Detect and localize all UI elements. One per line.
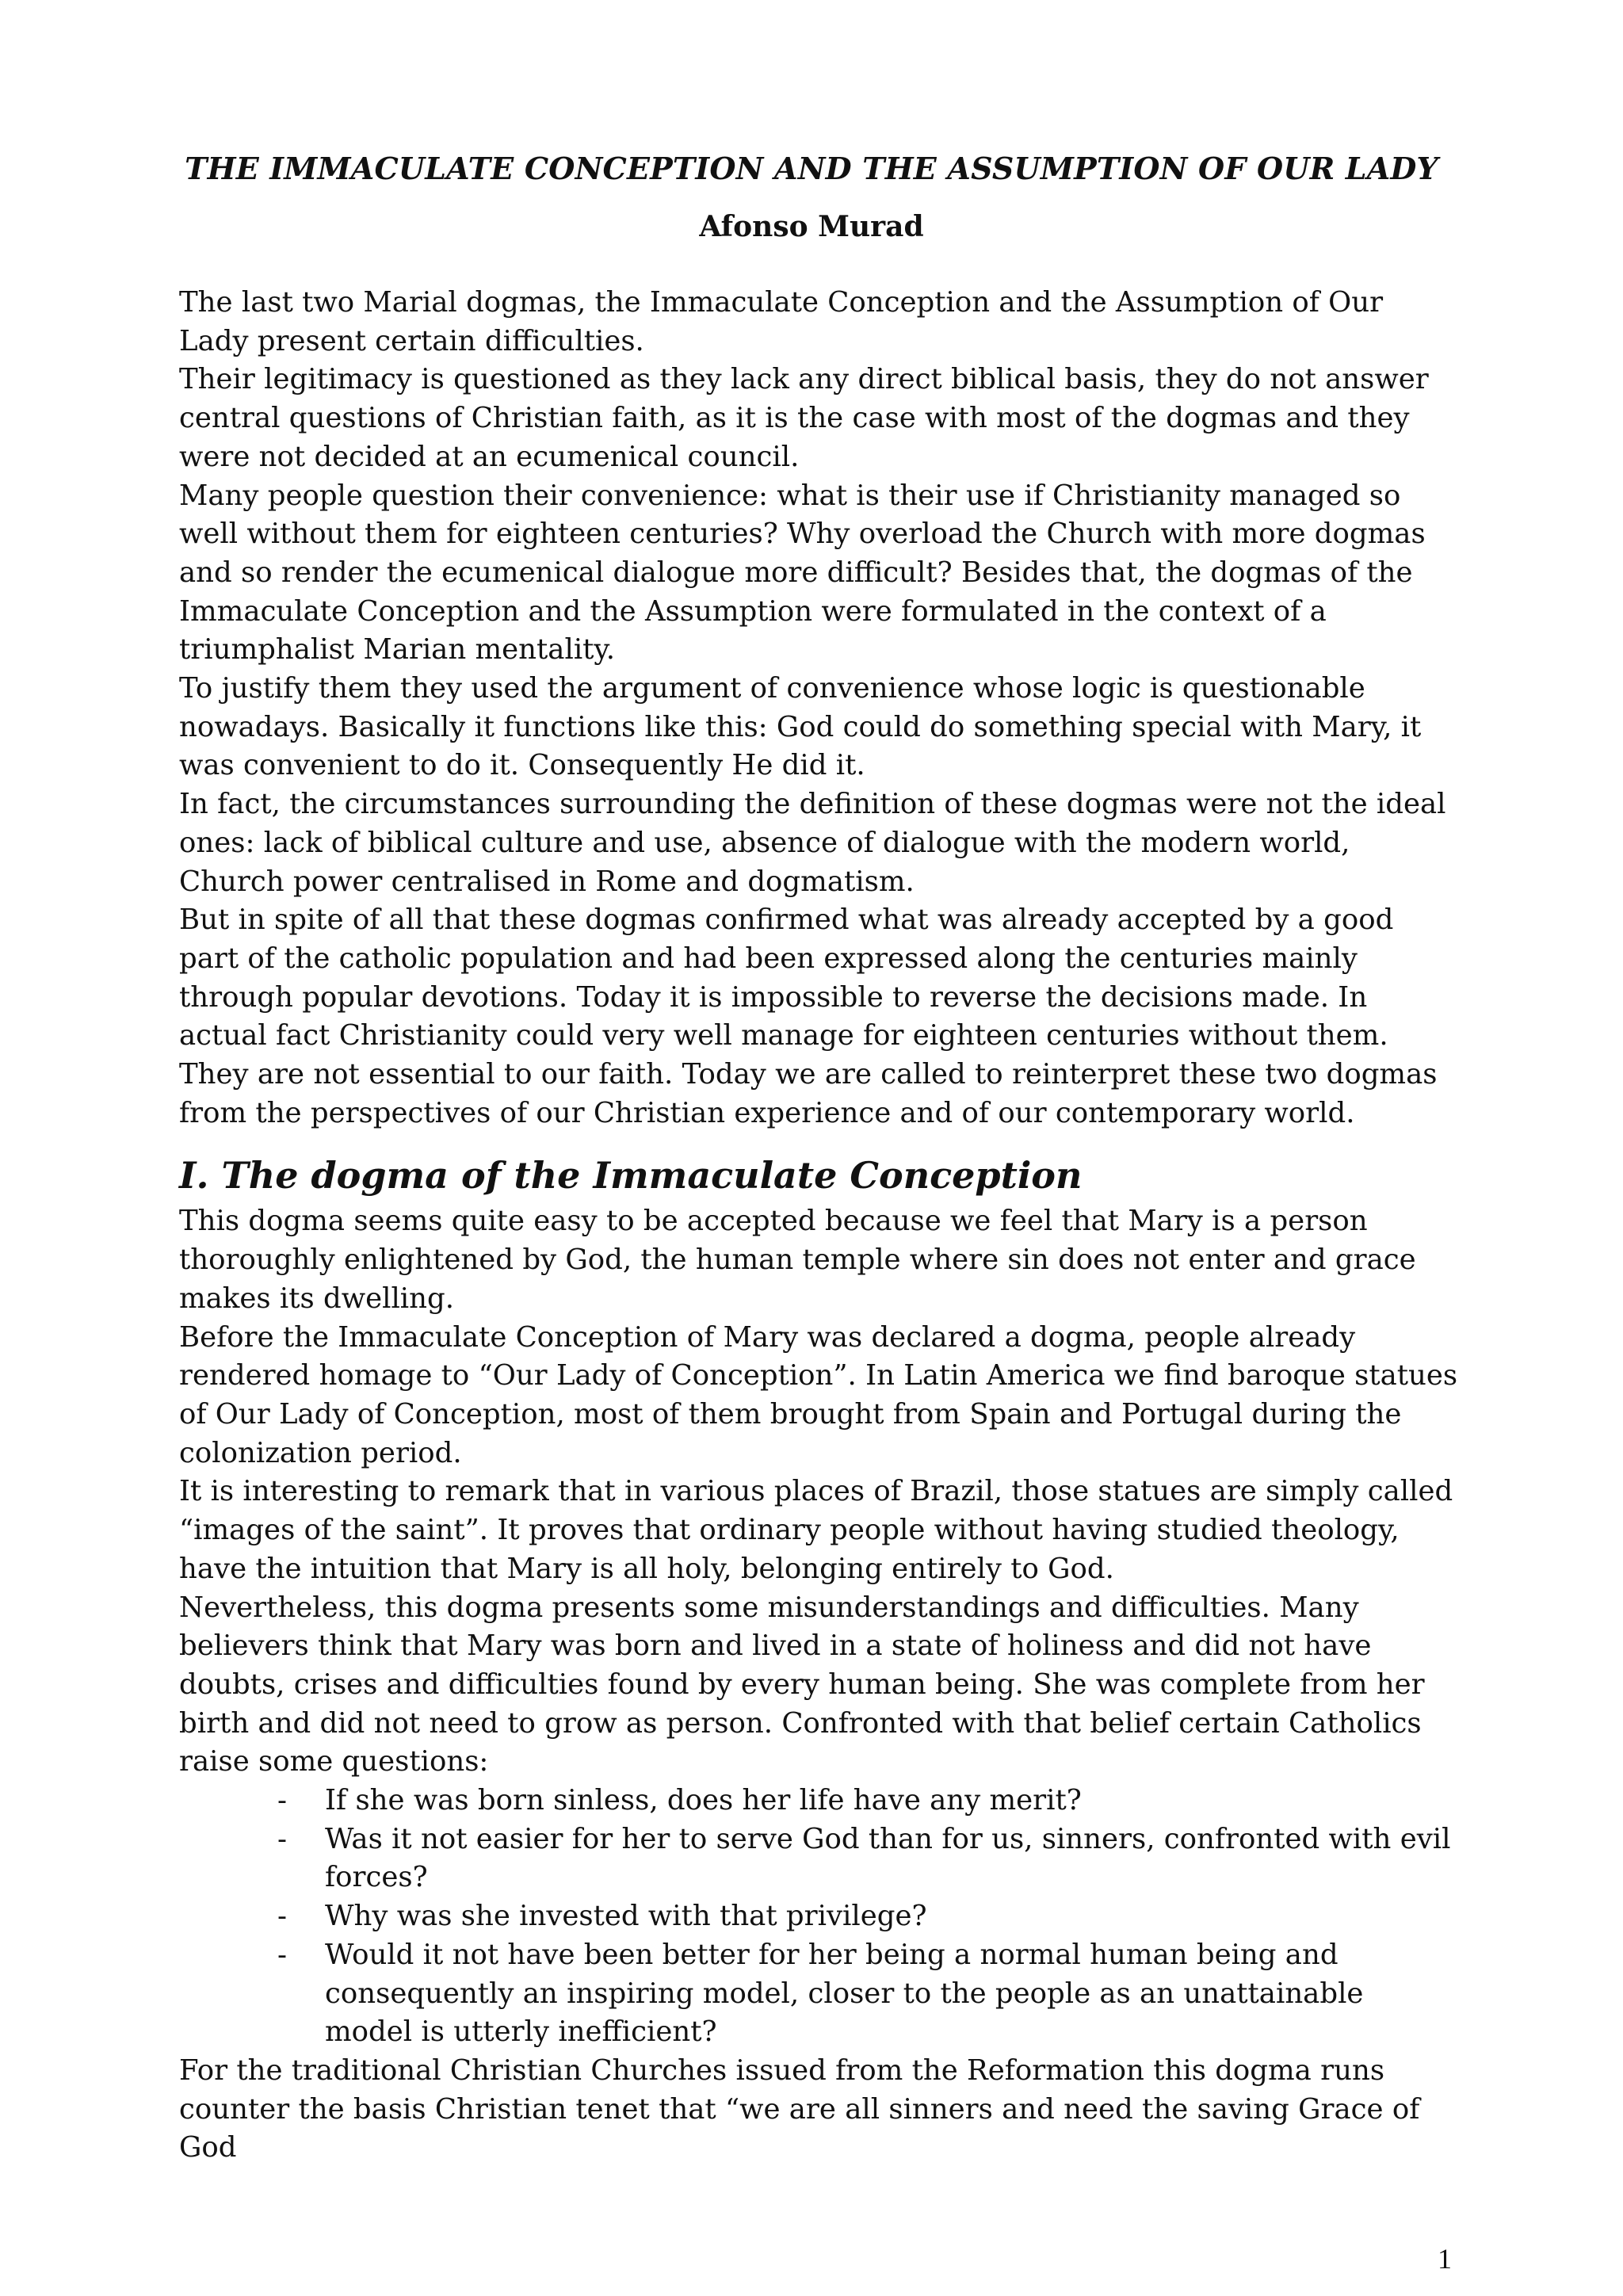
section-heading: I. The dogma of the Immaculate Conception <box>179 1154 1083 1198</box>
question-item <box>277 1820 1459 1897</box>
section-paragraph-1: This dogma seems quite easy to be accepted because we feel that Mary is a person thoroughly enlightened by God, the human temple where sin does not enter and grace makes its dwelling. <box>179 1205 1416 1315</box>
question-item <box>277 1782 1459 1820</box>
question-item <box>277 1897 1459 1936</box>
closing-paragraph: For the traditional Christian Churches issued from the Reformation this dogma runs counter the basis Christian tenet that “we are all sinners and need the saving Grace of God <box>179 2053 1420 2164</box>
document-body <box>179 284 1459 2168</box>
section-paragraph-3: It is interesting to remark that in various places of Brazil, those statues are simply called “images of the saint”. It proves that ordinary people without having studied theology, have the intuition that Mary is all holy, belonging entirely to God. <box>179 1475 1453 1585</box>
intro-paragraph-2: Their legitimacy is questioned as they lack any direct biblical basis, they do not answer central questions of Christian faith, as it is the case with most of the dogmas and they were not decided at an ecumenical council. <box>179 363 1429 473</box>
question-item <box>277 1936 1459 2052</box>
intro-paragraph-6: But in spite of all that these dogmas confirmed what was already accepted by a good part of the catholic population and had been expressed along the centuries mainly through popular devotions. Today it is impossible to reverse the decisions made. In actual fact Christianity could very well manage for eighteen centuries without them. They are not essential to our faith. Today we are called to reinterpret these two dogmas from the perspectives of our Christian experience and of our contemporary world. <box>179 904 1438 1129</box>
bullet-dash: - <box>277 1822 287 1855</box>
question-text: If she was born sinless, does her life have any merit? <box>325 1784 1082 1817</box>
intro-paragraph-4: To justify them they used the argument of convenience whose logic is questionable nowadays. Basically it functions like this: God could do something special with Mary, it was convenient to do it. Consequently He did it. <box>179 672 1422 782</box>
question-text: Would it not have been better for her being a normal human being and consequently an inspiring model, closer to the people as an unattainable model is utterly inefficient? <box>325 1938 1364 2049</box>
section-paragraph-4: Nevertheless, this dogma presents some misunderstandings and difficulties. Many believers think that Mary was born and lived in a state of holiness and did not have doubts, crises and difficulties found by every human being. She was complete from her birth and did not need to grow as person. Confronted with that belief certain Catholics raise some questions: <box>179 1591 1425 1778</box>
question-list <box>179 1782 1459 2052</box>
bullet-dash: - <box>277 1938 287 1971</box>
intro-paragraph-1: The last two Marial dogmas, the Immaculate Conception and the Assumption of Our Lady present certain difficulties. <box>179 286 1384 357</box>
question-text: Why was she invested with that privilege? <box>325 1900 927 1933</box>
question-text: Was it not easier for her to serve God than for us, sinners, confronted with evil forces? <box>325 1822 1451 1894</box>
page-number: 1 <box>1438 2243 1452 2275</box>
section-paragraph-2: Before the Immaculate Conception of Mary was declared a dogma, people already rendered homage to “Our Lady of Conception”. In Latin America we find baroque statues of Our Lady of Conception, most of them brought from Spain and Portugal during the colonization period. <box>179 1320 1458 1469</box>
bullet-dash: - <box>277 1900 287 1933</box>
intro-paragraph-5: In fact, the circumstances surrounding the definition of these dogmas were not the ideal ones: lack of biblical culture and use, absence of dialogue with the modern world, Church power centralised in Rome and dogmatism. <box>179 788 1446 898</box>
document-author: Afonso Murad <box>699 210 924 243</box>
bullet-dash: - <box>277 1784 287 1817</box>
document-title: THE IMMACULATE CONCEPTION AND THE ASSUMPTION OF OUR LADY <box>185 151 1438 186</box>
intro-paragraph-3: Many people question their convenience: what is their use if Christianity managed so well without them for eighteen centuries? Why overload the Church with more dogmas and so render the ecumenical dialogue more difficult? Besides that, the dogmas of the Immaculate Conception and the Assumption were formulated in the context of a triumphalist Marian mentality. <box>179 479 1426 667</box>
